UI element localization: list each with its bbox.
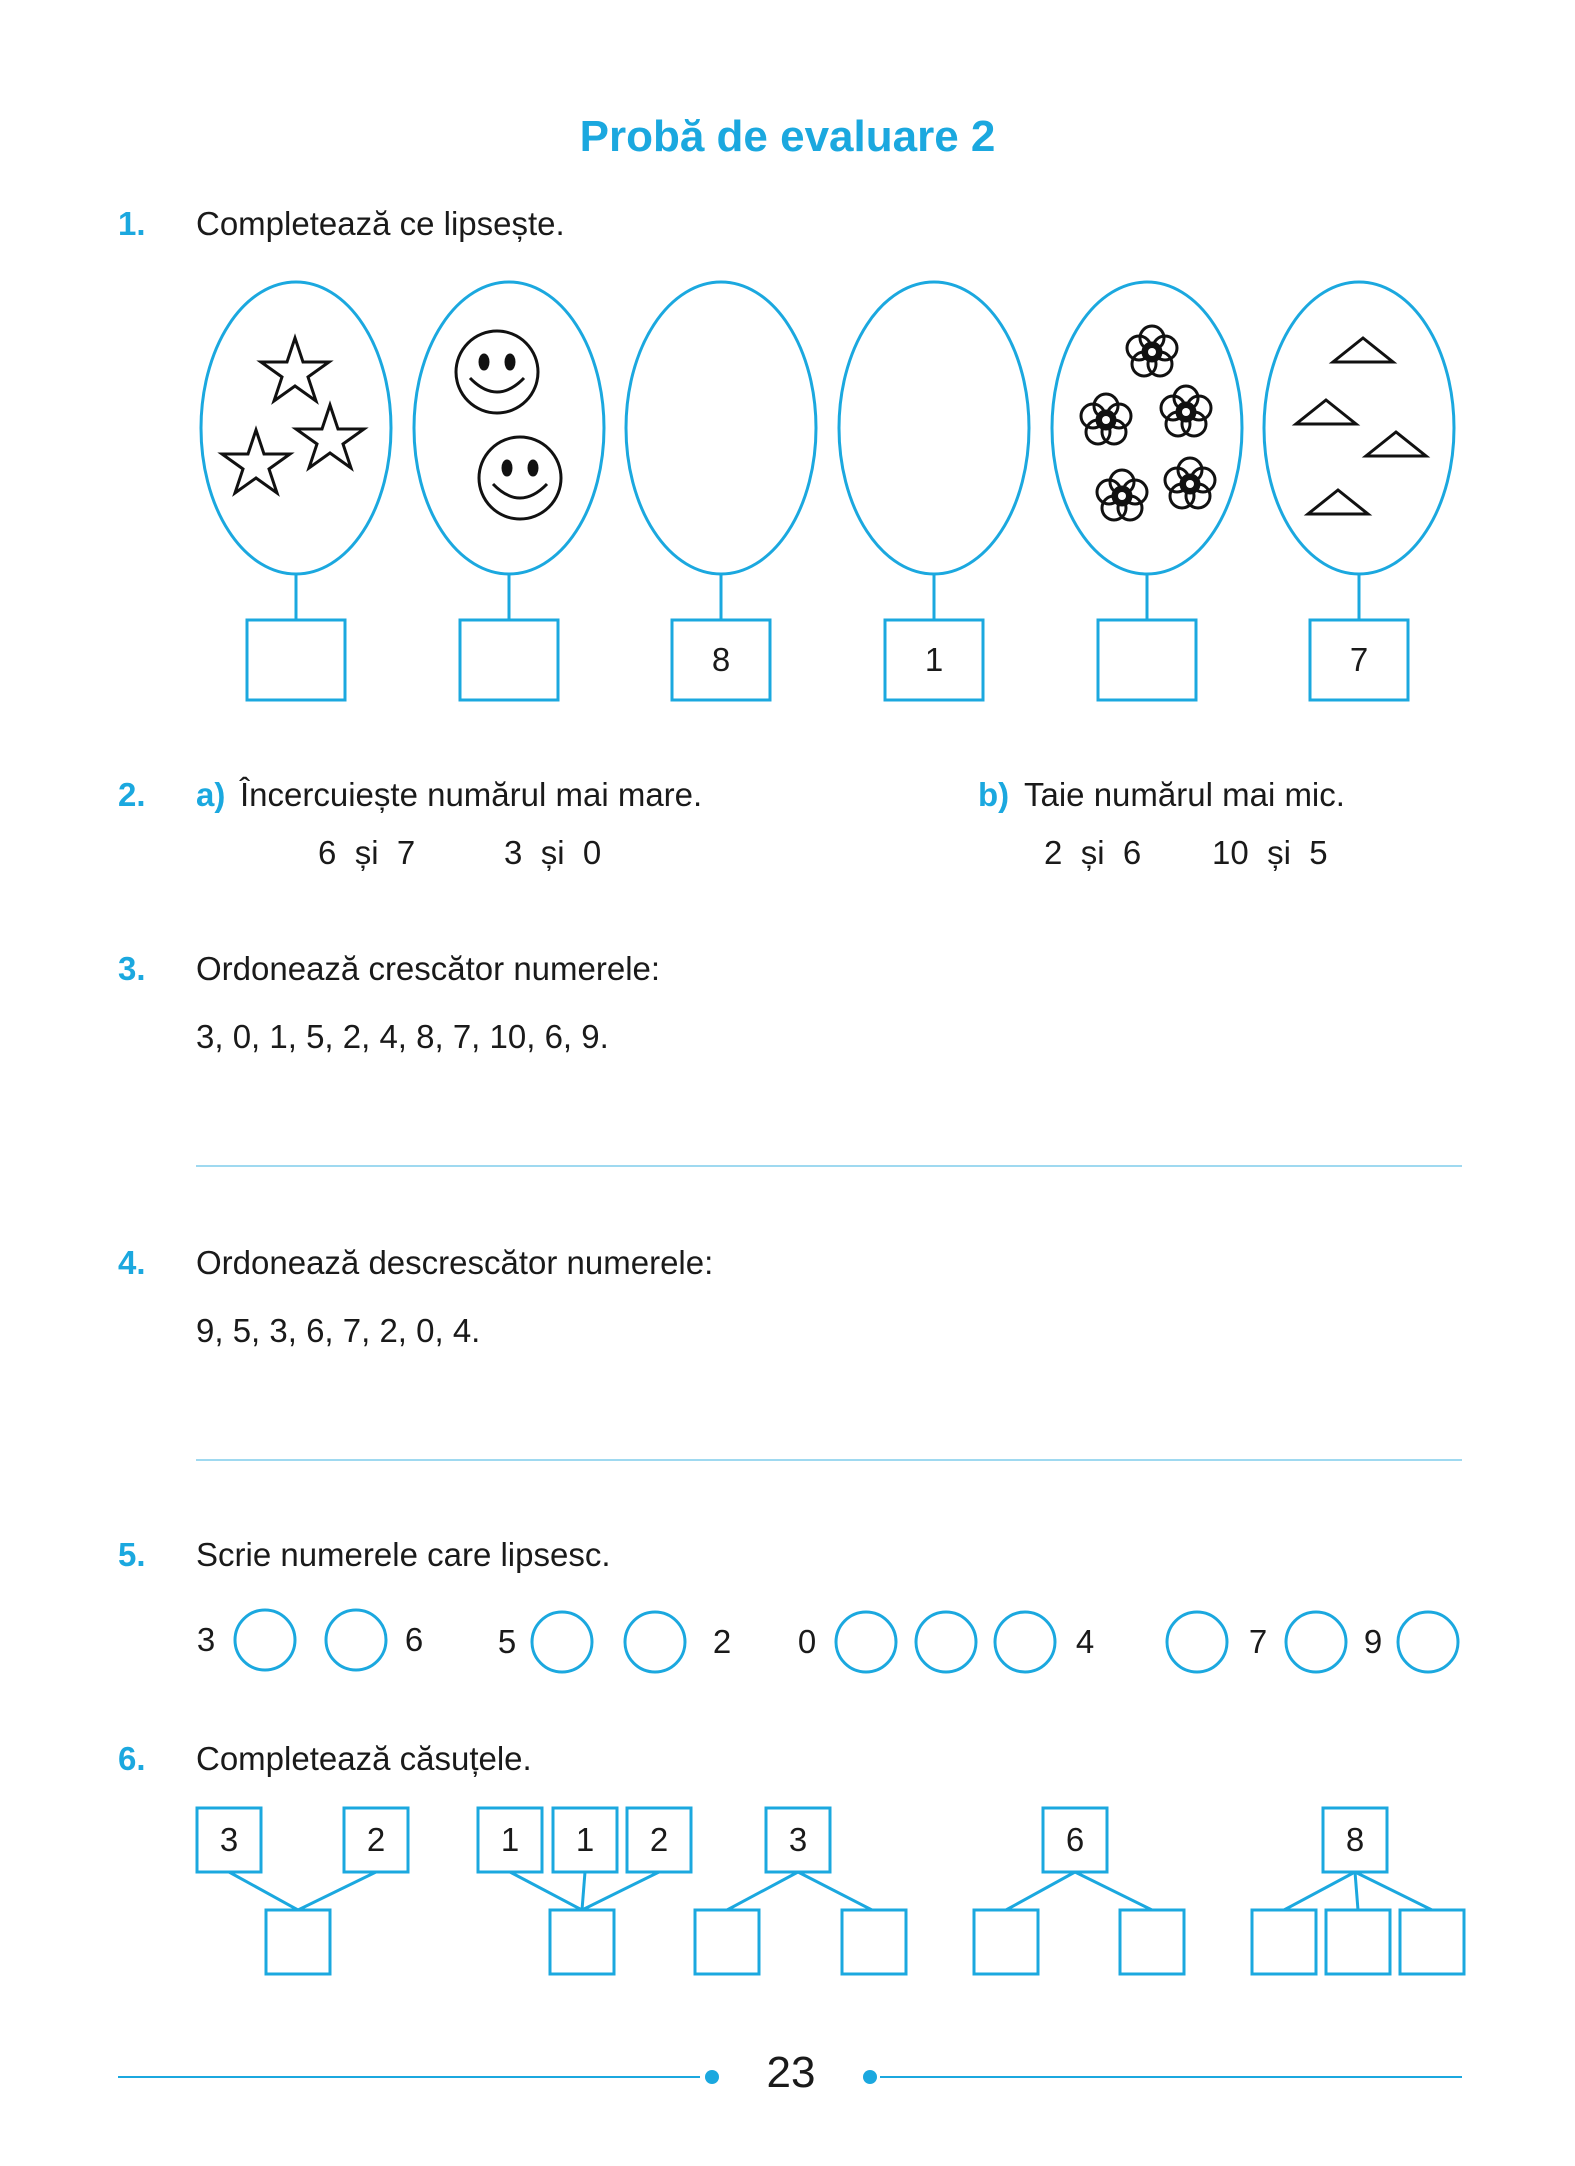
ex6-box-value: 1: [575, 1821, 595, 1858]
ex6-box-value: 3: [788, 1821, 808, 1858]
ex5-given-number: 7: [1248, 1623, 1268, 1660]
ex1-answer-box-1[interactable]: [247, 620, 345, 700]
ex4-numbers: 9, 5, 3, 6, 7, 2, 0, 4.: [196, 1312, 481, 1349]
ex6-answer-box[interactable]: [550, 1910, 614, 1974]
ex2-a-pair-2[interactable]: [504, 834, 601, 872]
ex1-oval-5: [1052, 282, 1242, 700]
ex1-oval-1: [201, 282, 391, 700]
ex5-given-number: 9: [1363, 1623, 1383, 1660]
ex5-given-number: 0: [797, 1623, 817, 1660]
ex5-answer-circle[interactable]: [326, 1610, 386, 1670]
ex1-oval-4: [839, 282, 1029, 700]
ex5-given-number: 6: [404, 1621, 424, 1658]
ex1-answer-box-2[interactable]: [460, 620, 558, 700]
ex4-number: 4.: [118, 1244, 146, 1281]
ex2-a-marker: a): [196, 776, 226, 813]
ex5-answer-circle[interactable]: [532, 1612, 592, 1672]
ex5-answer-circle[interactable]: [995, 1612, 1055, 1672]
ex5-answer-circle[interactable]: [916, 1612, 976, 1672]
ex6-instruction: Completează căsuțele.: [196, 1740, 532, 1777]
pair-first[interactable]: 10: [1212, 834, 1249, 871]
ex3-numbers: 3, 0, 1, 5, 2, 4, 8, 7, 10, 6, 9.: [196, 1018, 609, 1055]
ex2-a-pair-1[interactable]: [318, 834, 415, 872]
ex6-answer-box[interactable]: [1252, 1910, 1316, 1974]
ex5-given-number: 3: [196, 1621, 216, 1658]
pair-conj: și: [354, 834, 379, 871]
ex6-box-value: 1: [500, 1821, 520, 1858]
ex2-a-instruction: Încercuiește numărul mai mare.: [240, 776, 703, 813]
ex6-number: 6.: [118, 1740, 146, 1777]
ex6-answer-box[interactable]: [695, 1910, 759, 1974]
pair-conj: și: [1267, 834, 1291, 871]
star-icon: [222, 338, 364, 493]
pair-first[interactable]: 3: [504, 834, 523, 871]
ex6-answer-box[interactable]: [1400, 1910, 1464, 1974]
ex6-trees: [197, 1808, 1464, 1974]
ex5-answer-circle[interactable]: [235, 1610, 295, 1670]
ex6-box-value: 3: [219, 1821, 239, 1858]
page-title: Probă de evaluare 2: [579, 112, 996, 161]
pair-conj: și: [540, 834, 565, 871]
ex2-b-pair-1[interactable]: [1044, 834, 1141, 872]
ex6-answer-box[interactable]: [1120, 1910, 1184, 1974]
ex2-b-pair-2[interactable]: [1212, 834, 1328, 872]
ex2-number: 2.: [118, 776, 146, 813]
ex5-given-number: 5: [497, 1623, 517, 1660]
pair-first[interactable]: 2: [1044, 834, 1063, 871]
ex1-answer-box-5[interactable]: [1098, 620, 1196, 700]
ex1-box-value-4: 1: [924, 641, 944, 678]
flower-icon: [1081, 326, 1215, 520]
ex3-instruction: Ordonează crescător numerele:: [196, 950, 661, 987]
ex1-box-value-6: 7: [1349, 641, 1369, 678]
ex6-answer-box[interactable]: [842, 1910, 906, 1974]
ex5-instruction: Scrie numerele care lipsesc.: [196, 1536, 611, 1573]
ex1-oval-2: [414, 282, 604, 700]
ex5-answer-circle[interactable]: [836, 1612, 896, 1672]
page-number: 23: [766, 2048, 816, 2097]
pair-conj: și: [1080, 834, 1105, 871]
ex1-instruction: Completează ce lipsește.: [196, 205, 565, 242]
pair-second[interactable]: 0: [582, 834, 602, 871]
ex6-answer-box[interactable]: [266, 1910, 330, 1974]
ex6-answer-box[interactable]: [1326, 1910, 1390, 1974]
ex1-box-value-3: 8: [711, 641, 731, 678]
ex5-given-number: 4: [1075, 1623, 1095, 1660]
ex1-oval-6: [1264, 282, 1454, 700]
ex2-b-instruction: Taie numărul mai mic.: [1024, 776, 1345, 813]
ex5-answer-circle[interactable]: [1398, 1612, 1458, 1672]
ex6-box-value: 6: [1065, 1821, 1085, 1858]
pair-second[interactable]: 5: [1309, 834, 1328, 871]
ex1-oval-3: [626, 282, 816, 700]
ex5-given-number: 2: [712, 1623, 732, 1660]
ex3-number: 3.: [118, 950, 146, 987]
ex5-answer-circle[interactable]: [1286, 1612, 1346, 1672]
pair-first[interactable]: 6: [318, 834, 337, 871]
ex6-answer-box[interactable]: [974, 1910, 1038, 1974]
ex1-number: 1.: [118, 205, 146, 242]
ex6-box-value: 8: [1345, 1821, 1365, 1858]
triangle-icon: [1296, 338, 1426, 514]
ex4-instruction: Ordonează descrescător numerele:: [196, 1244, 714, 1281]
ex2-b-marker: b): [978, 776, 1010, 813]
ex6-box-value: 2: [649, 1821, 669, 1858]
pair-second[interactable]: 7: [396, 834, 416, 871]
smiley-icon: [456, 331, 561, 519]
ex5-number: 5.: [118, 1536, 146, 1573]
pair-second[interactable]: 6: [1122, 834, 1142, 871]
ex5-answer-circle[interactable]: [1167, 1612, 1227, 1672]
ex6-box-value: 2: [366, 1821, 386, 1858]
ex5-answer-circle[interactable]: [625, 1612, 685, 1672]
